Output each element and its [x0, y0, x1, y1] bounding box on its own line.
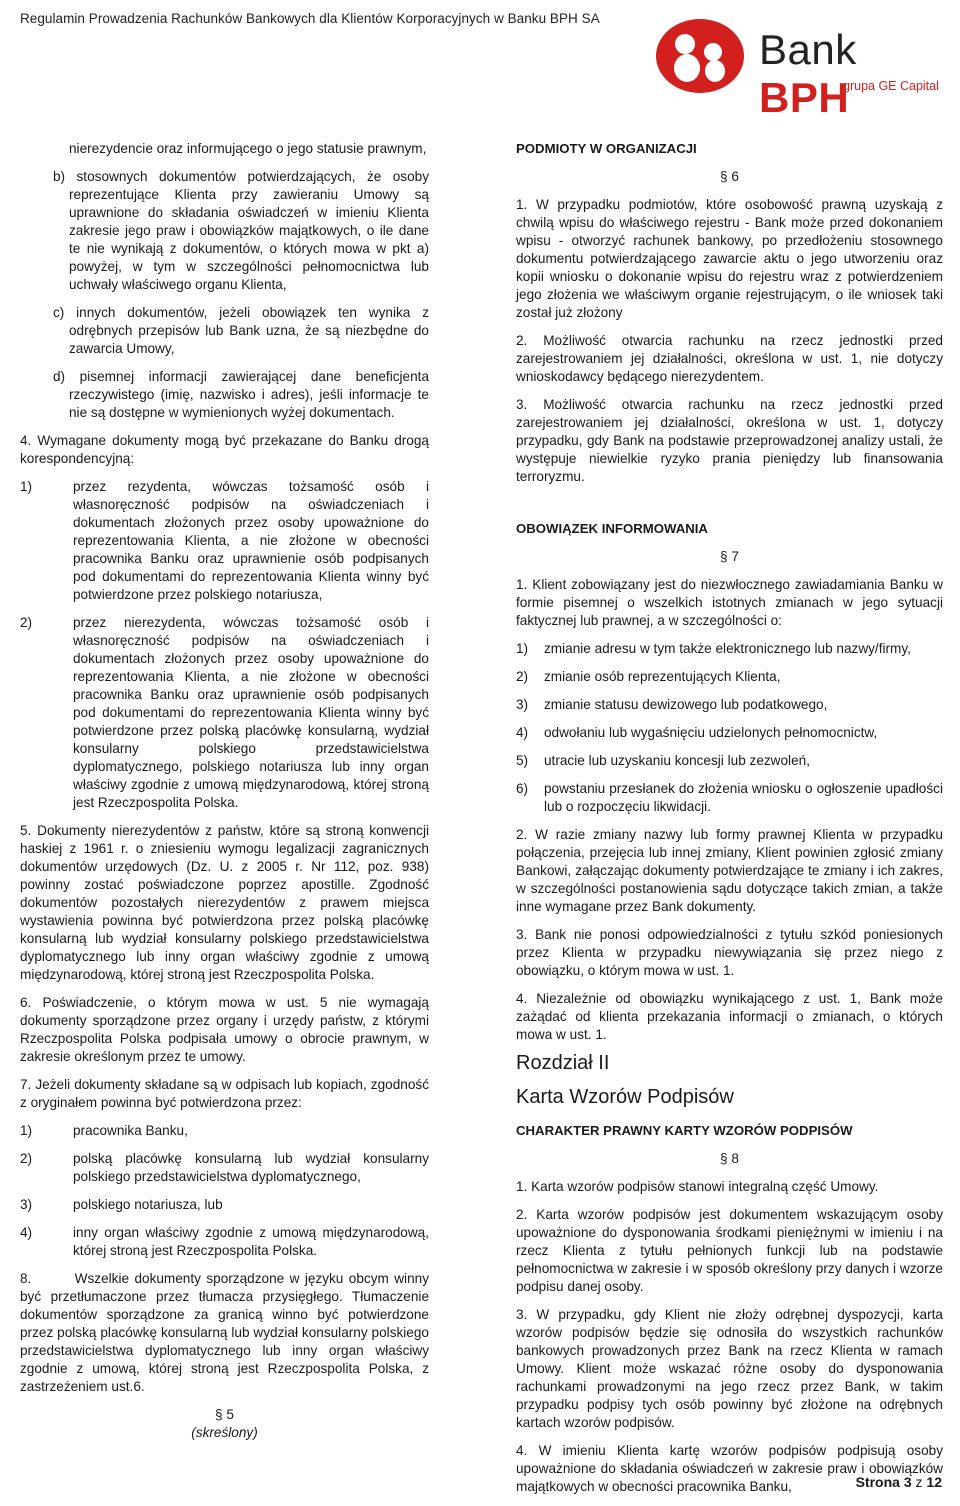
section-sign-6: § 6 [720, 169, 739, 184]
list-item [516, 696, 943, 714]
logo-tagline: grupa GE Capital [843, 79, 939, 93]
list-item-text: zmianie statusu dewizowego lub podatkowego, [544, 697, 828, 712]
bank-bph-logo-mark-icon [655, 16, 745, 94]
list-marker: 1) [20, 479, 33, 494]
list-item [516, 752, 943, 770]
list-marker: 1) [20, 1123, 33, 1138]
paragraph-7: 7. Jeżeli dokumenty składane są w odpisach lub kopiach, zgodność z oryginałem powinna być potwierdzona przez: [20, 1077, 429, 1110]
list-item-text: przez rezydenta, wówczas tożsamość osób i własnoręczność podpisów na oświadczeniach i dokumentach złożonych przez osoby upoważnione do reprezentowania Klienta, a nie złożone w obecności pracownika Banku oraz uprawnienie osób podpisanych pod dokumentami do reprezentowania Klienta winny być potwierdzone przez polskiego notariusza, [73, 479, 429, 602]
section-sign-7: § 7 [720, 549, 739, 564]
paragraph-4: 4. Wymagane dokumenty mogą być przekazane do Banku drogą korespondencyjną: [20, 433, 429, 466]
paragraph: 1. Karta wzorów podpisów stanowi integralną część Umowy. [516, 1179, 879, 1194]
chapter-subtitle: Karta Wzorów Podpisów [516, 1086, 734, 1108]
list-item [20, 1224, 429, 1260]
list-marker: 2) [20, 615, 33, 630]
paragraph-6: 6. Poświadczenie, o którym mowa w ust. 5 nie wymagają dokumenty sporządzone przez organy i urzędy państw, z którymi Rzeczpospolita Polska podpisała umowy o obrocie prawnym, w zakresie określonym przez te umowy. [20, 995, 429, 1064]
list-marker: 2) [516, 669, 529, 684]
list-item-text: zmianie adresu w tym także elektronicznego lub nazwy/firmy, [544, 641, 911, 656]
section-heading: PODMIOTY W ORGANIZACJI [516, 141, 697, 156]
list-marker: 2) [20, 1151, 33, 1166]
list-item-text: utracie lub uzyskaniu koncesji lub zezwoleń, [544, 753, 810, 768]
list-item [516, 724, 943, 742]
chapter-title: Rozdział II [516, 1052, 610, 1074]
paragraph: 1. W przypadku podmiotów, które osobowość prawną uzyskają z chwilą wpisu do właściwego rejestru - Bank może przed dokonaniem wpisu - otworzyć rachunek bankowy, po przedłożeniu stosownego dokumentu potwierdzającego zawarcie aktu o jego utworzeniu oraz kopii wniosku o dokonanie wpisu do rejestru wraz z potwierdzeniem jego złożenia we właściwym organie rejestrującym, o ile wniosek taki został już złożony [516, 197, 943, 320]
list-item [516, 640, 943, 658]
list-item [20, 1122, 429, 1140]
list-item-text: polskiego notariusza, lub [73, 1197, 223, 1212]
list-marker: 1) [516, 641, 529, 656]
paragraph: 1. Klient zobowiązany jest do niezwłocznego zawiadamiania Banku w formie pisemnej o wszelkich istotnych zmianach w jego sytuacji faktycznej lub prawnej, a w szczególności o: [516, 577, 943, 628]
item-b: b) stosownych dokumentów potwierdzających, że osoby reprezentujące Klienta przy zawieraniu Umowy są uprawnione do składania oświadczeń w imieniu Klienta zakresie jego praw i obowiązków majątkowych, o ile dane te nie wynikają z dokumentów, o których mowa w pkt a) powyżej, w tym w szczególności pełnomocnictwa lub uchwały właściwego organu Klienta, [53, 169, 429, 292]
list-marker: 4) [20, 1225, 33, 1240]
list-item [516, 668, 943, 686]
list-marker: 6) [516, 781, 529, 796]
paragraph: 4. Niezależnie od obowiązku wynikającego z ust. 1, Bank może zażądać od klienta przekazania informacji o zmianach, o których mowa w ust. 1. [516, 991, 943, 1042]
paragraph: 3. W przypadku, gdy Klient nie złoży odrębnej dyspozycji, karta wzorów podpisów będzie się odnosiła do wszystkich rachunków bankowych prowadzonych przez Bank na rzecz Klienta w ramach Umowy. Klient może wskazać różne osoby do dysponowania rachunkami prowadzonymi na jego rzecz przez Bank, w takim przypadku podpisy tych osób powinny być złożone na odrębnych kartach wzorów podpisów. [516, 1307, 943, 1430]
list-item [516, 780, 943, 816]
section-5-note: (skreślony) [191, 1425, 258, 1440]
left-column [20, 140, 433, 1452]
list-item-text: zmianie osób reprezentujących Klienta, [544, 669, 781, 684]
list-marker: 3) [20, 1197, 33, 1212]
list-item-text: polską placówkę konsularną lub wydział konsularny polskiego przedstawicielstwa dyplomatycznego, [73, 1151, 429, 1184]
list-item-text: odwołaniu lub wygaśnięciu udzielonych pełnomocnictw, [544, 725, 878, 740]
document-header-title: Regulamin Prowadzenia Rachunków Bankowych dla Klientów Korporacyjnych w Banku BPH SA [20, 11, 600, 26]
right-column [516, 140, 943, 1506]
paragraph: 2. Karta wzorów podpisów jest dokumentem wskazującym osoby upoważnione do dysponowania środkami pieniężnymi w imieniu i na rzecz Klienta z tytułu pełnionych funkcji lub na podstawie pełnomocnictwa w zakresie i w sposób określony przy danych i wzorze podpisu danej osoby. [516, 1207, 943, 1294]
logo-brand-text: Bank BPH [759, 26, 857, 121]
list-item-text: pracownika Banku, [73, 1123, 188, 1138]
list-item [20, 1150, 429, 1186]
paragraph: 3. Możliwość otwarcia rachunku na rzecz jednostki przed zarejestrowaniem jej działalności, określona w ust. 1, dotyczy przypadku, gdy Bank na podstawie przeprowadzonej analizy ustali, że występuje niewielkie ryzyko prania pieniędzy lub finansowania terroryzmu. [516, 397, 943, 484]
list-marker: 3) [516, 697, 529, 712]
bank-logo [655, 16, 955, 121]
list-item [20, 478, 429, 604]
paragraph-8: 8. Wszelkie dokumenty sporządzone w języku obcym winny być przetłumaczone przez tłumacza przysięgłego. Tłumaczenie dokumentów sporządzone za granicą winno być potwierdzone przez polską placówkę konsularną lub wydział konsularny polskiego przedstawicielstwa dyplomatycznego lub inny organ właściwy zgodnie z umową, której stroną jest Rzeczpospolita Polska, z zastrzeżeniem ust.6. [20, 1271, 433, 1394]
page-label: Strona [855, 1474, 900, 1490]
paragraph: 4. W imieniu Klienta kartę wzorów podpisów podpisują osoby upoważnione do składania oświadczeń w zakresie praw i obowiązków majątkowych w obecności pracownika Banku, [516, 1443, 943, 1494]
paragraph-5: 5. Dokumenty nierezydentów z państw, które są stroną konwencji haskiej z 1961 r. o zniesieniu wymogu legalizacji zagranicznych dokumentów urzędowych (Dz. U. z 2005 r. Nr 112, poz. 938) powinny zostać poświadczone poprzez apostille. Zgodność dokumentów pozostałych nierezydentów z prawem miejsca wystawienia powinna być potwierdzona przez polską placówkę konsularną lub wydział konsularny polskiego przedstawicielstwa dyplomatycznego lub inny organ właściwy zgodnie z umową międzynarodową, której stroną jest Rzeczpospolita Polska. [20, 823, 429, 982]
list-marker: 5) [516, 753, 529, 768]
page-of: z [915, 1474, 923, 1490]
list-item [20, 1196, 429, 1214]
list-marker: 4) [516, 725, 529, 740]
page-number [856, 1474, 942, 1490]
section-heading: OBOWIĄZEK INFORMOWANIA [516, 521, 708, 536]
paragraph-a-continuation: nierezydencie oraz informującego o jego statusie prawnym, [69, 141, 427, 156]
item-c: c) innych dokumentów, jeżeli obowiązek ten wynika z odrębnych przepisów lub Bank uzna, że są niezbędne do zawarcia Umowy, [53, 305, 429, 356]
section-sign-8: § 8 [720, 1151, 739, 1166]
paragraph: 2. Możliwość otwarcia rachunku na rzecz jednostki przed zarejestrowaniem jej działalności, określona w ust. 1, nie dotyczy wnioskodawcy będącego nierezydentem. [516, 333, 943, 384]
section-sign-5: § 5 [215, 1407, 234, 1422]
list-item-text: przez nierezydenta, wówczas tożsamość osób i własnoręczność podpisów na oświadczeniach i dokumentach złożonych przez osoby upoważnione do reprezentowania Klienta, a nie złożone w obecności pracownika Banku oraz uprawnienie osób podpisanych pod dokumentami do reprezentowania Klienta winny być potwierdzone przez polską placówkę konsularną, wydział konsularny polskiego przedstawicielstwa dyplomatycznego, polskiego notariusza lub inny organ właściwy zgodnie z umową międzynarodową, której stroną jest Rzeczpospolita Polska. [73, 615, 429, 810]
page-current: 3 [903, 1474, 912, 1490]
paragraph: 2. W razie zmiany nazwy lub formy prawnej Klienta w przypadku połączenia, przejęcia lub innej zmiany, Klient powinien zgłosić zmiany Bankowi, załączając dokumenty potwierdzające te zmiany i ich zakres, w szczególności postanowienia sądu dotyczące takich zmian, a także inne wymagane przez Bank dokumenty. [516, 827, 943, 914]
section-heading: CHARAKTER PRAWNY KARTY WZORÓW PODPISÓW [516, 1123, 853, 1138]
list-item-text: inny organ właściwy zgodnie z umową międzynarodową, której stroną jest Rzeczpospolita Polska. [73, 1225, 429, 1258]
list-item-text: powstaniu przesłanek do złożenia wniosku o ogłoszenie upadłości lub o rozpoczęciu likwidacji. [544, 781, 943, 814]
page-total: 12 [926, 1474, 942, 1490]
list-item [20, 614, 429, 812]
item-d: d) pisemnej informacji zawierającej dane beneficjenta rzeczywistego (imię, nazwisko i adres), jeśli informacje te nie są dostępne w wymienionych wyżej dokumentach. [53, 369, 429, 420]
paragraph: 3. Bank nie ponosi odpowiedzialności z tytułu szkód poniesionych przez Klienta w przypadku niewywiązania się przez niego z obowiązku, o którym mowa w ust. 1. [516, 927, 943, 978]
